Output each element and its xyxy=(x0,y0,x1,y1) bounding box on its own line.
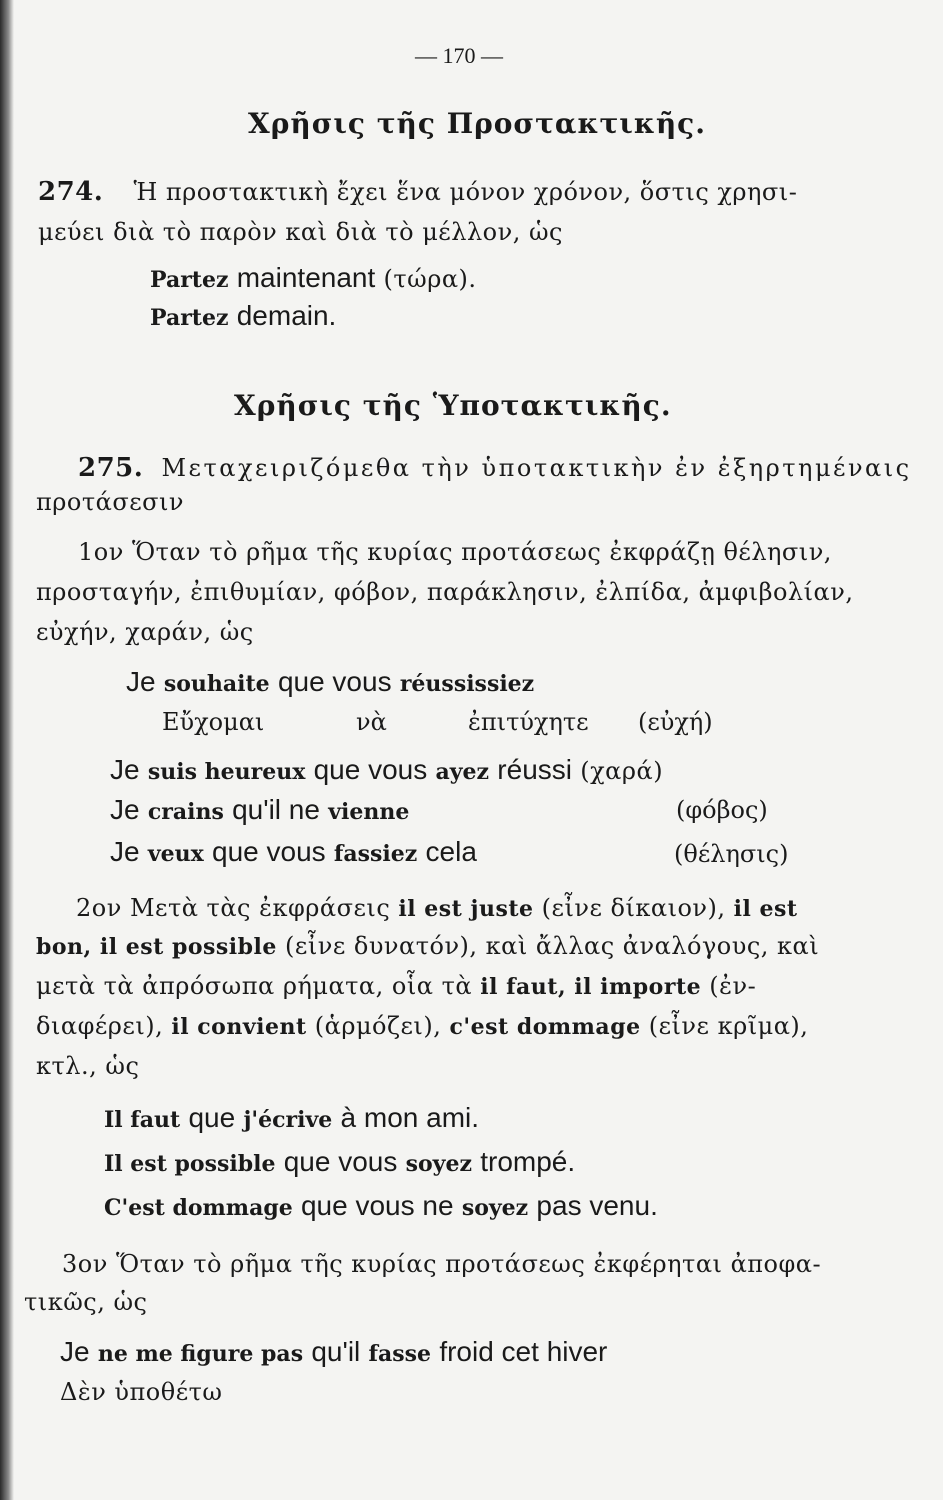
heading-imperative: Χρῆσις τῆς Προστακτικῆς. xyxy=(248,107,706,140)
example-greek-den-ypotheto: Δὲν ὑποθέτω xyxy=(60,1378,223,1406)
page-number: — 170 — xyxy=(415,43,503,68)
point2-line1: 2ον Μετὰ τὰς ἐκφράσεις il est juste (εἶνε δίκαιον), il est xyxy=(76,894,798,922)
para-274-line1: 274. Ἡ προστακτικὴ ἔχει ἕνα μόνον χρόνον, ὅστις χρησι- xyxy=(38,177,798,207)
example-suis-heureux: Je suis heureux que vous ayez réussi (χαρά) xyxy=(110,754,664,785)
para-275-line1: 275. Μεταχειριζόμεθα τὴν ὑποτακτικὴν ἐν ἐξηρτημέναις xyxy=(78,453,912,483)
para-275-line2: προτάσεσιν xyxy=(36,488,185,516)
example-il-faut: Il faut que j'écrive à mon ami. xyxy=(104,1102,480,1133)
section-number-275: 275. xyxy=(78,453,144,483)
gloss-fear: (φόβος) xyxy=(676,796,768,824)
gloss-will: (θέλησις) xyxy=(674,840,789,868)
example-partez-maintenant: Partez maintenant (τώρα). xyxy=(150,262,477,293)
point2-line4: διαφέρει), il convient (ἁρμόζει), c'est dommage (εἶνε κρῖμα), xyxy=(36,1012,809,1040)
page-edge-shadow xyxy=(0,0,14,1500)
heading-subjunctive: Χρῆσις τῆς Ὑποτακτικῆς. xyxy=(234,389,672,422)
point2-line3: μετὰ τὰ ἀπρόσωπα ρήματα, οἷα τὰ il faut, il importe (ἐν- xyxy=(36,972,757,1000)
example-partez-demain: Partez demain. xyxy=(150,300,337,331)
example-ne-me-figure-pas: Je ne me figure pas qu'il fasse froid cet hiver xyxy=(60,1336,608,1367)
point2-line5: κτλ., ὡς xyxy=(36,1052,140,1080)
point3-line2: τικῶς, ὡς xyxy=(24,1288,148,1316)
book-page: — 170 — Χρῆσις τῆς Προστακτικῆς. 274. Ἡ προστακτικὴ ἔχει ἕνα μόνον χρόνον, ὅστις χρησι- μεύει διὰ τὸ παρὸν καὶ διὰ τὸ μέλλον, ὡς Partez maintenant (τώρα). Partez demain. Χρῆσις τῆς Ὑποτακτικῆς. 275. Μεταχειριζόμεθα τὴν ὑποτακτικὴν ἐν ἐξηρτημέναις προτάσεσιν 1ον Ὅταν τὸ ρῆμα τῆς κυρίας προτάσεως ἐκφράζῃ θέλησιν, προσταγήν, ἐπιθυμίαν, φόβον, παράκλησιν, ἐλπίδα, ἀμφιβολίαν, εὐχήν, χαράν, ὡς Je souhaite que vous réussissiez Εὔχομαι νὰ ἐπιτύχητε (εὐχή) Je suis heureux que vous ayez réussi (χαρά) Je crains qu'il ne vienne (φόβος) Je veux que vous fassiez cela (θέλησις) 2ον Μετὰ τὰς ἐκφράσεις il est juste (εἶνε δίκαιον), il est bon, il est possible (εἶνε δυνατόν), καὶ ἄλλας ἀναλόγους, καὶ μετὰ τὰ ἀπρόσωπα ρήματα, οἷα τὰ il faut, il importe (ἐν- διαφέρει), il convient (ἁρμόζει), c'est dommage (εἶνε κρῖμα), κτλ., ὡς Il faut que j'écrive à mon ami. Il est possible que vous soyez trompé. C'est dommage que vous ne soyez pas venu. 3ον Ὅταν τὸ ρῆμα τῆς κυρίας προτάσεως ἐκφέρηται ἀποφα- τικῶς, ὡς Je ne me figure pas qu'il fasse froid cet hiver Δὲν ὑποθέτω xyxy=(0,0,943,1500)
example-crains: Je crains qu'il ne vienne xyxy=(110,794,410,825)
example-veux: Je veux que vous fassiez cela xyxy=(110,836,477,867)
point2-line2: bon, il est possible (εἶνε δυνατόν), καὶ ἄλλας ἀναλόγους, καὶ xyxy=(36,932,820,960)
example-cest-dommage: C'est dommage que vous ne soyez pas venu. xyxy=(104,1190,658,1221)
example-il-est-possible: Il est possible que vous soyez trompé. xyxy=(104,1146,576,1177)
example-souhaite: Je souhaite que vous réussissiez xyxy=(126,666,535,697)
point3-line1: 3ον Ὅταν τὸ ρῆμα τῆς κυρίας προτάσεως ἐκφέρηται ἀποφα- xyxy=(62,1250,822,1278)
point1-line1: 1ον Ὅταν τὸ ρῆμα τῆς κυρίας προτάσεως ἐκφράζῃ θέλησιν, xyxy=(78,538,832,566)
section-number-274: 274. xyxy=(38,177,104,207)
point1-line3: εὐχήν, χαράν, ὡς xyxy=(36,618,254,646)
point1-line2: προσταγήν, ἐπιθυμίαν, φόβον, παράκλησιν, ἐλπίδα, ἀμφιβολίαν, xyxy=(36,578,854,606)
para-274-line2: μεύει διὰ τὸ παρὸν καὶ διὰ τὸ μέλλον, ὡς xyxy=(38,218,563,246)
